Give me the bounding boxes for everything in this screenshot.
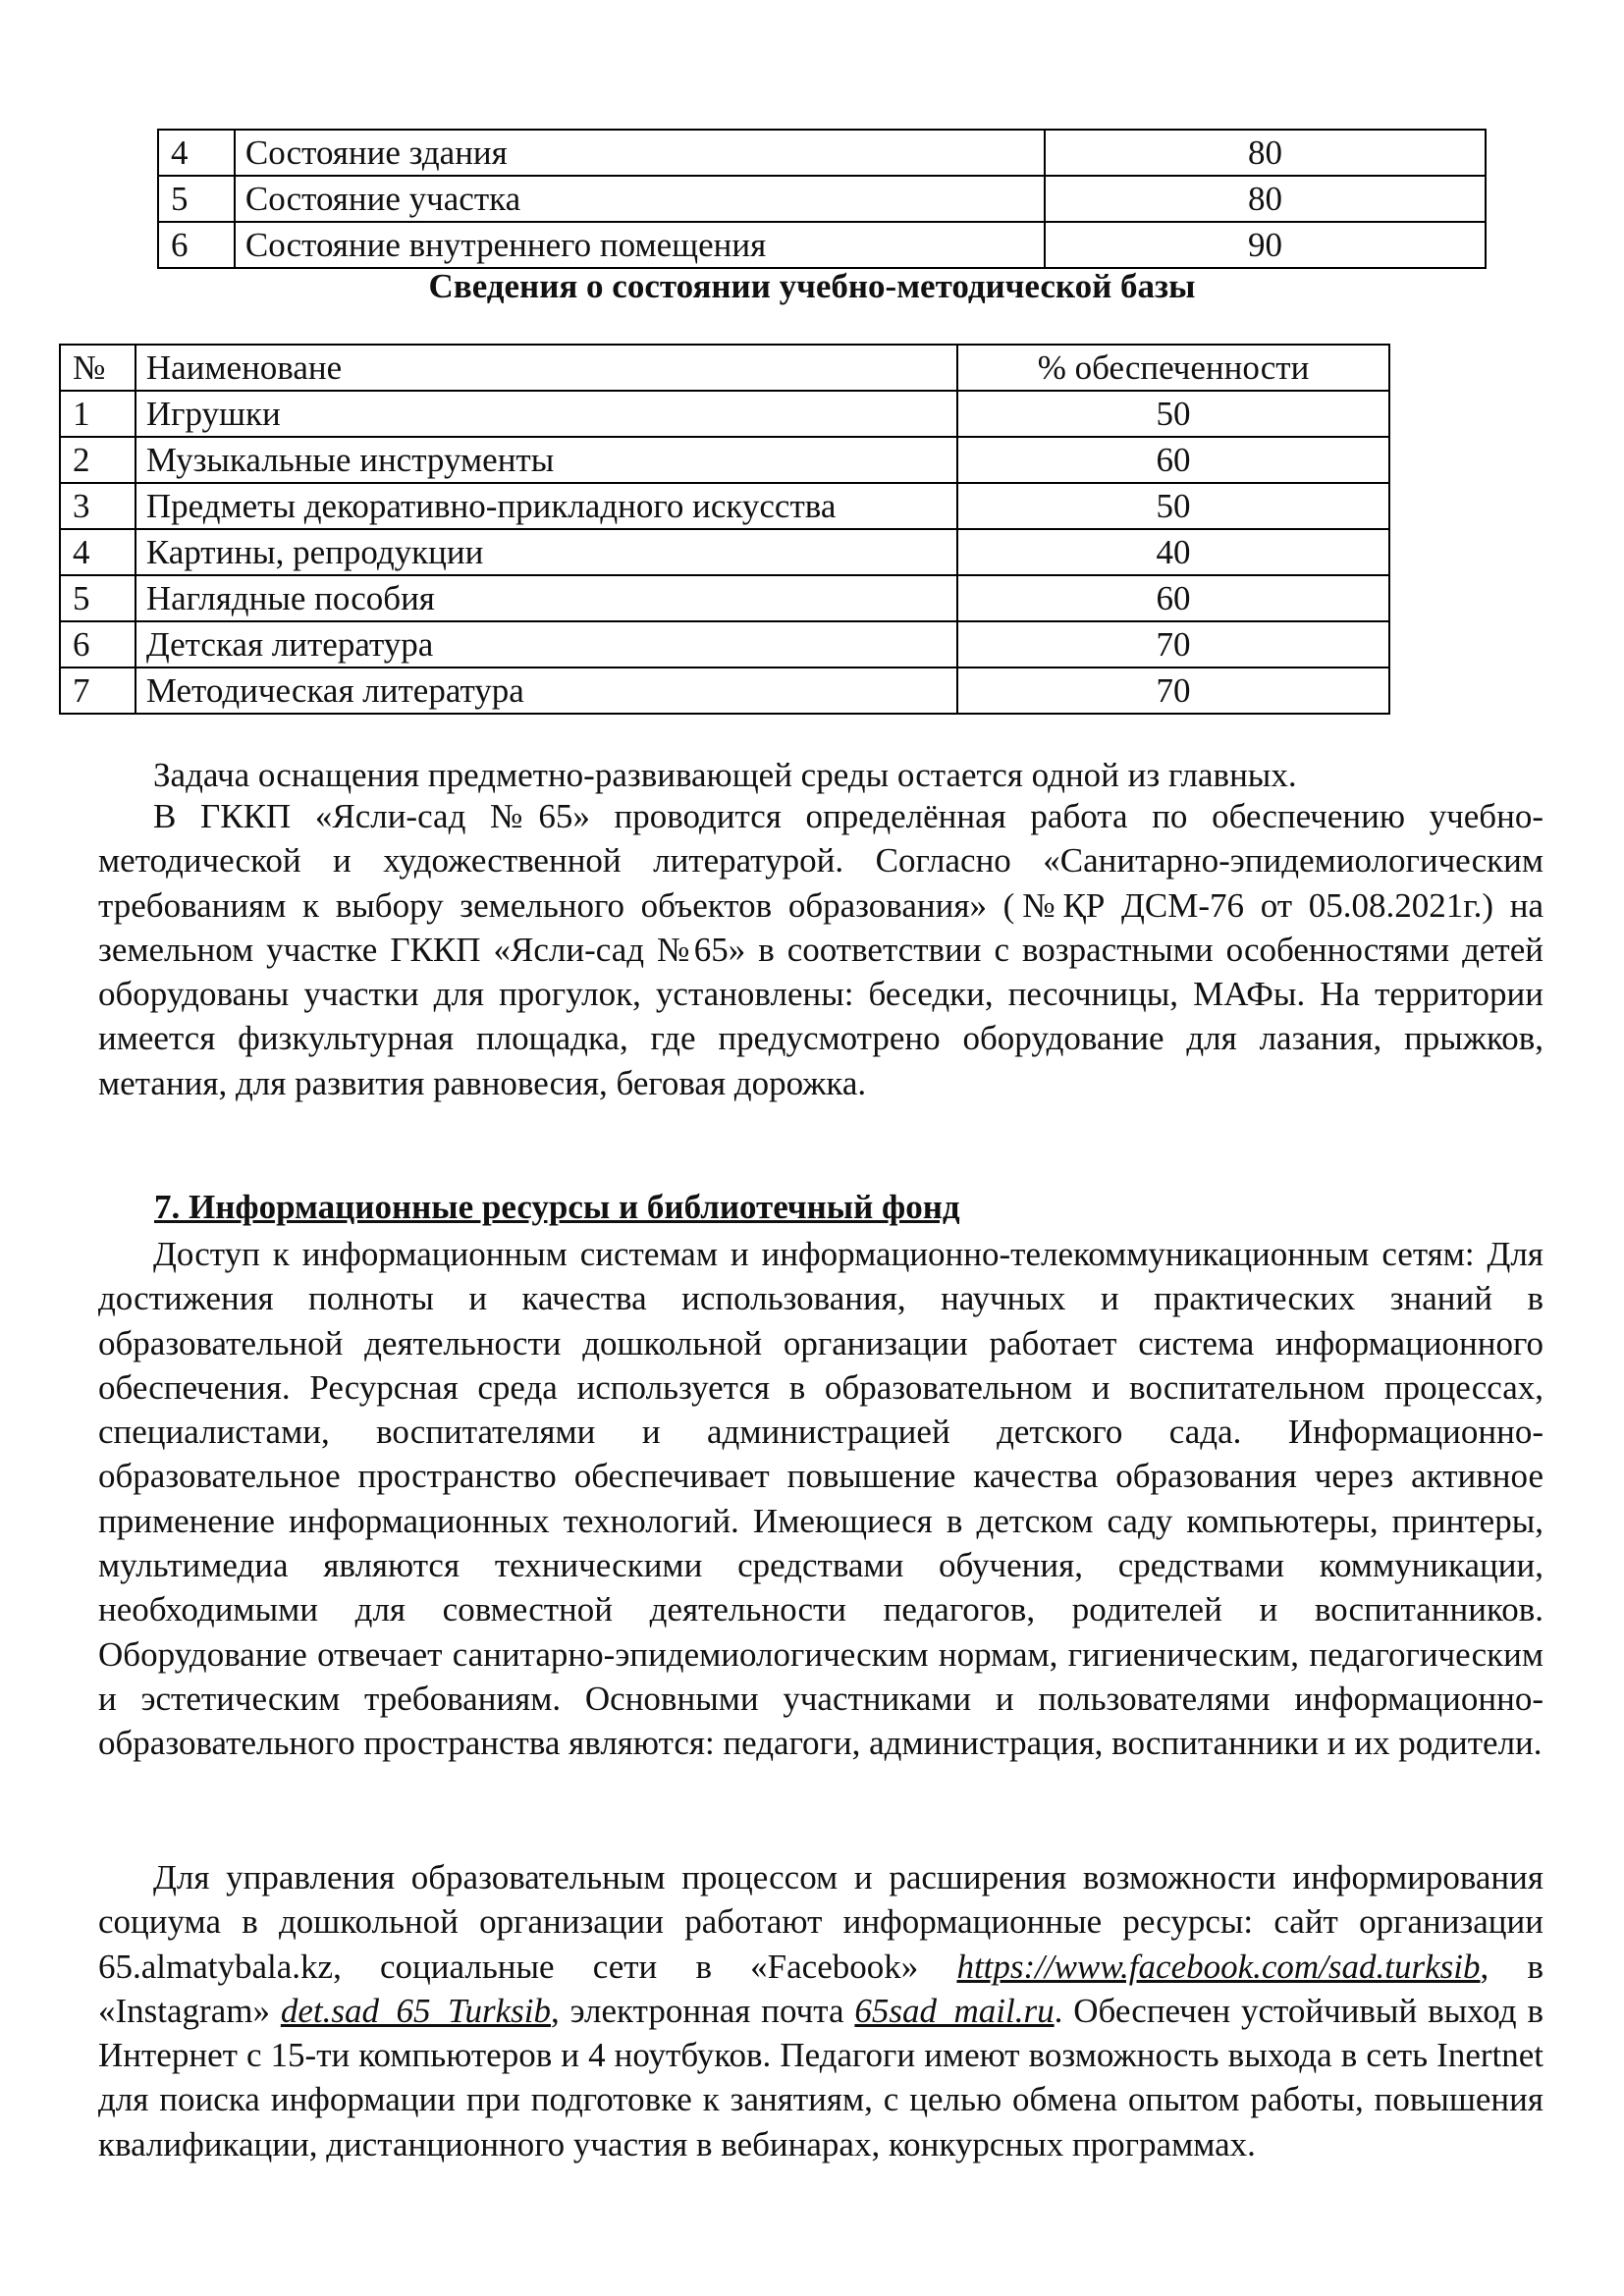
row-number: 7 (60, 667, 135, 714)
table-row (60, 575, 1389, 621)
paragraph-kindergarten-work: В ГККП «Ясли-сад №65» проводится определённая работа по обеспечению учебно-методической и художественной литературой. Согласно «Санитарно-эпидемиологическим требованиям к выбору земельного объектов образования» (№ҚР ДСМ-76 от 05.08.2021г.) на земельном участке ГККП «Ясли-сад №65» в соответствии с возрастными особенностями детей оборудованы участки для прогулок, установлены: беседки, песочницы, МАФы. На территории имеется физкультурная площадка, где предусмотрено оборудование для лазания, прыжков, метания, для развития равновесия, беговая дорожка. (98, 797, 1543, 1102)
row-value: 90 (1045, 222, 1486, 268)
base-section-heading: Сведения о состоянии учебно-методической базы (428, 267, 1196, 305)
row-name: Методическая литература (135, 667, 957, 714)
table-row (158, 130, 1486, 176)
text-segment: , в «Instagram» (98, 1947, 1543, 2030)
row-name: Предметы декоративно-прикладного искусства (135, 483, 957, 529)
instagram-link[interactable]: det.sad_65_Turksib (280, 1991, 552, 2030)
table-row (60, 529, 1389, 575)
table-row (60, 391, 1389, 437)
paragraph-information-systems: Доступ к информационным системам и информационно-телекоммуникационным сетям: Для достижения полноты и качества использования, научных и практических знаний в образовательной деятельности дошкольной организации работает система информационного обеспечения. Ресурсная среда используется в образовательном и воспитательном процессах, специалистами, воспитателями и администрацией детского сада. Информационно-образовательное пространство обеспечивает повышение качества образования через активное применение информационных технологий. Имеющиеся в детском саду компьютеры, принтеры, мультимедиа являются техническими средствами обучения, средствами коммуникации, необходимыми для совместной деятельности педагогов, родителей и воспитанников. Оборудование отвечает санитарно-эпидемиологическим нормам, гигиеническим, педагогическим и эстетическим требованиям. Основными участниками и пользователями информационно-образовательного пространства являются: педагоги, администрация, воспитанники и их родители. (98, 1235, 1543, 1763)
row-name: Наглядные пособия (135, 575, 957, 621)
row-value: 80 (1045, 176, 1486, 222)
paragraph-equipment-task: Задача оснащения предметно-развивающей среды остается одной из главных. (153, 756, 1297, 794)
table-header-row (60, 345, 1389, 391)
section-7-heading: 7. Информационные ресурсы и библиотечный фонд (154, 1188, 960, 1226)
row-number: 3 (60, 483, 135, 529)
paragraph-information-resources (98, 1855, 1543, 2166)
row-name: Картины, репродукции (135, 529, 957, 575)
row-number: 6 (158, 222, 235, 268)
header-percent: % обеспеченности (957, 345, 1389, 391)
row-name: Состояние участка (235, 176, 1045, 222)
table-row (158, 222, 1486, 268)
row-number: 6 (60, 621, 135, 667)
email-link[interactable]: 65sad_mail.ru (854, 1991, 1055, 2030)
header-number: № (60, 345, 135, 391)
row-value: 70 (957, 667, 1389, 714)
facebook-link[interactable]: https://www.facebook.com/sad.turksib (956, 1947, 1481, 1986)
row-number: 5 (158, 176, 235, 222)
row-number: 2 (60, 437, 135, 483)
header-name: Наименоване (135, 345, 957, 391)
row-number: 5 (60, 575, 135, 621)
text-segment: Для управления образовательным процессом и расширения возможности информирования социума в дошкольной организации работают информационные ресурсы: сайт организации 65.almatybala.kz, социальные сети в «Facebook» (98, 1858, 1543, 1986)
text-segment: , электронная почта (551, 1991, 855, 2030)
table-row (60, 483, 1389, 529)
row-value: 50 (957, 483, 1389, 529)
row-name: Игрушки (135, 391, 957, 437)
table-row (60, 437, 1389, 483)
row-number: 4 (60, 529, 135, 575)
row-value: 70 (957, 621, 1389, 667)
row-number: 1 (60, 391, 135, 437)
row-name: Детская литература (135, 621, 957, 667)
table-row (60, 621, 1389, 667)
table-row (60, 667, 1389, 714)
methodical-base-table (59, 344, 1390, 715)
text-segment: . Обеспечен устойчивый выход в Интернет с 15-ти компьютеров и 4 ноутбуков. Педагоги имеют возможность выхода в сеть Inertnet для поиска информации при подготовке к занятиям, с целью обмена опытом работы, повышения квалификации, дистанционного участия в вебинарах, конкурсных программах. (98, 1991, 1543, 2163)
building-condition-table (157, 129, 1487, 269)
row-value: 60 (957, 575, 1389, 621)
row-number: 4 (158, 130, 235, 176)
row-value: 60 (957, 437, 1389, 483)
table-row (158, 176, 1486, 222)
row-value: 50 (957, 391, 1389, 437)
row-name: Состояние внутреннего помещения (235, 222, 1045, 268)
row-value: 40 (957, 529, 1389, 575)
row-value: 80 (1045, 130, 1486, 176)
row-name: Музыкальные инструменты (135, 437, 957, 483)
row-name: Состояние здания (235, 130, 1045, 176)
